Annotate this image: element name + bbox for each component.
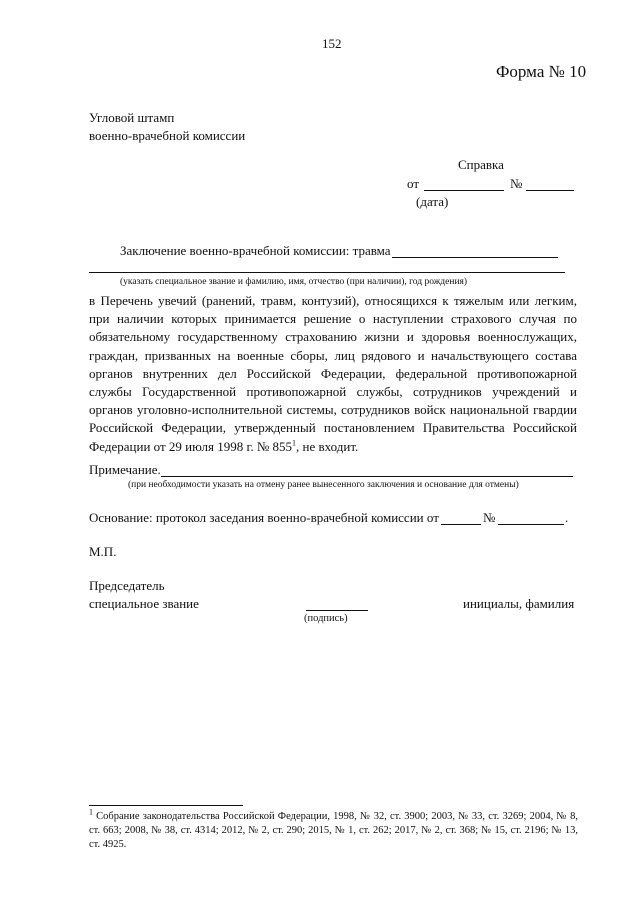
basis-end: . <box>565 510 569 525</box>
conclusion-body-end: , не входит. <box>296 438 359 454</box>
conclusion-hint: (указать специальное звание и фамилию, имя, отчество (при наличии), год рождения) <box>120 277 468 287</box>
rank-label: специальное звание <box>89 596 199 611</box>
stamp-line-2: военно-врачебной комиссии <box>89 128 246 143</box>
stamp-line-1: Угловой штамп <box>89 110 175 125</box>
conclusion-injury-field[interactable] <box>392 257 558 258</box>
certificate-date-field[interactable] <box>424 190 504 191</box>
certificate-number-label: № <box>510 176 523 191</box>
page-number: 152 <box>322 36 342 51</box>
certificate-title: Справка <box>458 157 504 172</box>
certificate-date-hint: (дата) <box>416 194 449 209</box>
basis-number-field[interactable] <box>498 524 564 525</box>
conclusion-label: Заключение военно-врачебной комиссии: травма <box>120 243 391 258</box>
conclusion-body-text: в Перечень увечий (ранений, травм, контузий), относящихся к тяжелым или легким, при наличии которых принимается решение о наступлении страхового случая по обязательному государственному страхованию жизни и здоровья военнослужащих, граждан, призванных на военные сборы, лиц рядового и начальствующего состава органов внутренних дел Российской Федерации, федеральной противопожарной службы Государственной противопожарной службы, сотрудников учреждений и органов уголовно-исполнительной системы, сотрудников войск национальной гвардии Российской Федерации, утвержденный постановлением Правительства Российской Федерации от 29 июля 1998 г. № 855 <box>89 293 577 454</box>
basis-number-label: № <box>483 510 496 525</box>
footnote-divider <box>89 805 243 806</box>
conclusion-person-field[interactable] <box>89 272 565 273</box>
signature-field[interactable] <box>306 610 368 611</box>
footnote <box>89 807 578 852</box>
footnote-reference: 1 <box>292 438 296 448</box>
chairman-label: Председатель <box>89 578 165 593</box>
note-field[interactable] <box>161 476 573 477</box>
form-label: Форма № 10 <box>496 62 587 81</box>
footnote-mark: 1 <box>89 807 93 817</box>
seal-label: М.П. <box>89 544 117 559</box>
basis-date-field[interactable] <box>441 524 481 525</box>
basis-label: Основание: протокол заседания военно-врачебной комиссии от <box>89 510 439 525</box>
certificate-from-label: от <box>407 176 420 191</box>
certificate-number-field[interactable] <box>526 190 574 191</box>
signature-hint: (подпись) <box>304 613 348 624</box>
footnote-text: Собрание законодательства Российской Федерации, 1998, № 32, ст. 3900; 2003, № 33, ст. 3269; 2004, № 8, ст. 663; 2008, № 38, ст. 4314; 2012, № 2, ст. 290; 2015, № 1, ст. 262; 2017, № 2, ст. 368; № 15, ст. 2196; № 13, ст. 4925. <box>89 811 578 850</box>
conclusion-body <box>89 292 577 456</box>
note-hint: (при необходимости указать на отмену ранее вынесенного заключения и основание для отмены) <box>128 480 519 490</box>
name-label: инициалы, фамилия <box>463 596 575 611</box>
note-label: Примечание. <box>89 462 161 477</box>
